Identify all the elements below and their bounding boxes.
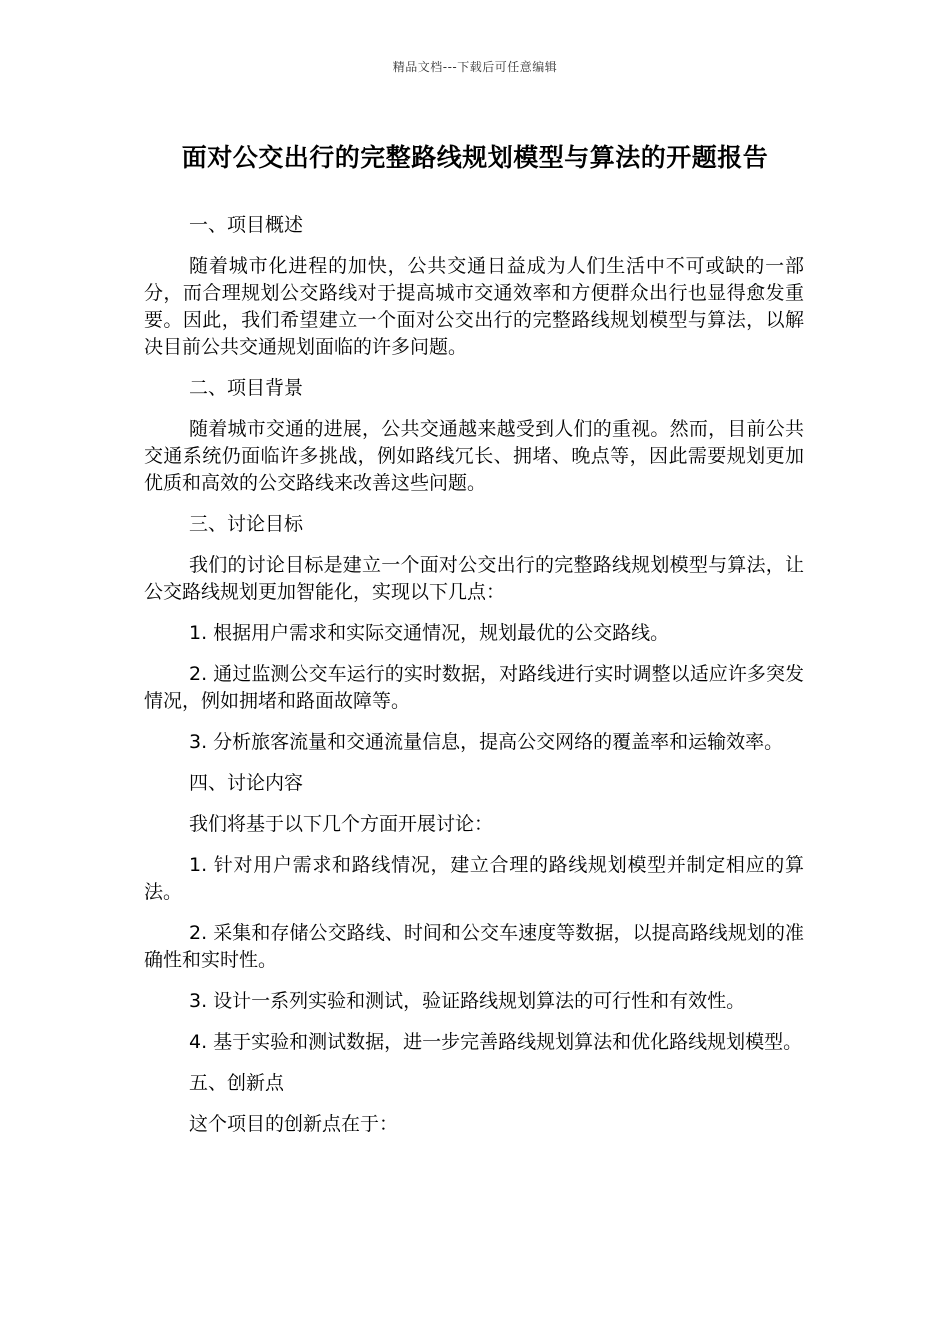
list-item-goal-3: 3. 分析旅客流量和交通流量信息，提高公交网络的覆盖率和运输效率。 <box>189 731 784 753</box>
section-heading-overview: 一、项目概述 <box>189 214 304 236</box>
section-heading-innovation: 五、创新点 <box>189 1072 285 1094</box>
list-item-content-2: 2. 采集和存储公交路线、时间和公交车速度等数据，以提高路线规划的准确性和实时性。 <box>144 922 804 971</box>
header-watermark: 精品文档---下载后可任意编辑 <box>392 60 558 74</box>
list-item-content-4: 4. 基于实验和测试数据，进一步完善路线规划算法和优化路线规划模型。 <box>189 1031 803 1053</box>
list-item-goal-2: 2. 通过监测公交车运行的实时数据，对路线进行实时调整以适应许多突发情况，例如拥堵和路面故障等。 <box>144 663 804 712</box>
list-item-content-3: 3. 设计一系列实验和测试，验证路线规划算法的可行性和有效性。 <box>189 990 746 1012</box>
paragraph-content-intro: 我们将基于以下几个方面开展讨论： <box>189 813 494 835</box>
paragraph-background: 随着城市交通的进展，公共交通越来越受到人们的重视。然而，目前公共交通系统仍面临许多挑战，例如路线冗长、拥堵、晚点等，因此需要规划更加优质和高效的公交路线来改善这些问题。 <box>144 418 804 494</box>
list-item-content-1: 1. 针对用户需求和路线情况，建立合理的路线规划模型并制定相应的算法。 <box>144 854 804 903</box>
paragraph-innovation-intro: 这个项目的创新点在于： <box>189 1113 399 1135</box>
document-body <box>144 212 804 1152</box>
section-heading-background: 二、项目背景 <box>189 377 304 399</box>
section-heading-goals: 三、讨论目标 <box>189 513 304 535</box>
paragraph-overview: 随着城市化进程的加快，公共交通日益成为人们生活中不可或缺的一部分，而合理规划公交路线对于提高城市交通效率和方便群众出行也显得愈发重要。因此，我们希望建立一个面对公交出行的完整路线规划模型与算法，以解决目前公共交通规划面临的许多问题。 <box>144 255 804 358</box>
section-heading-content: 四、讨论内容 <box>189 772 304 794</box>
page-title: 面对公交出行的完整路线规划模型与算法的开题报告 <box>181 143 769 172</box>
paragraph-goals-intro: 我们的讨论目标是建立一个面对公交出行的完整路线规划模型与算法，让公交路线规划更加智能化，实现以下几点： <box>144 554 804 603</box>
list-item-goal-1: 1. 根据用户需求和实际交通情况，规划最优的公交路线。 <box>189 622 670 644</box>
